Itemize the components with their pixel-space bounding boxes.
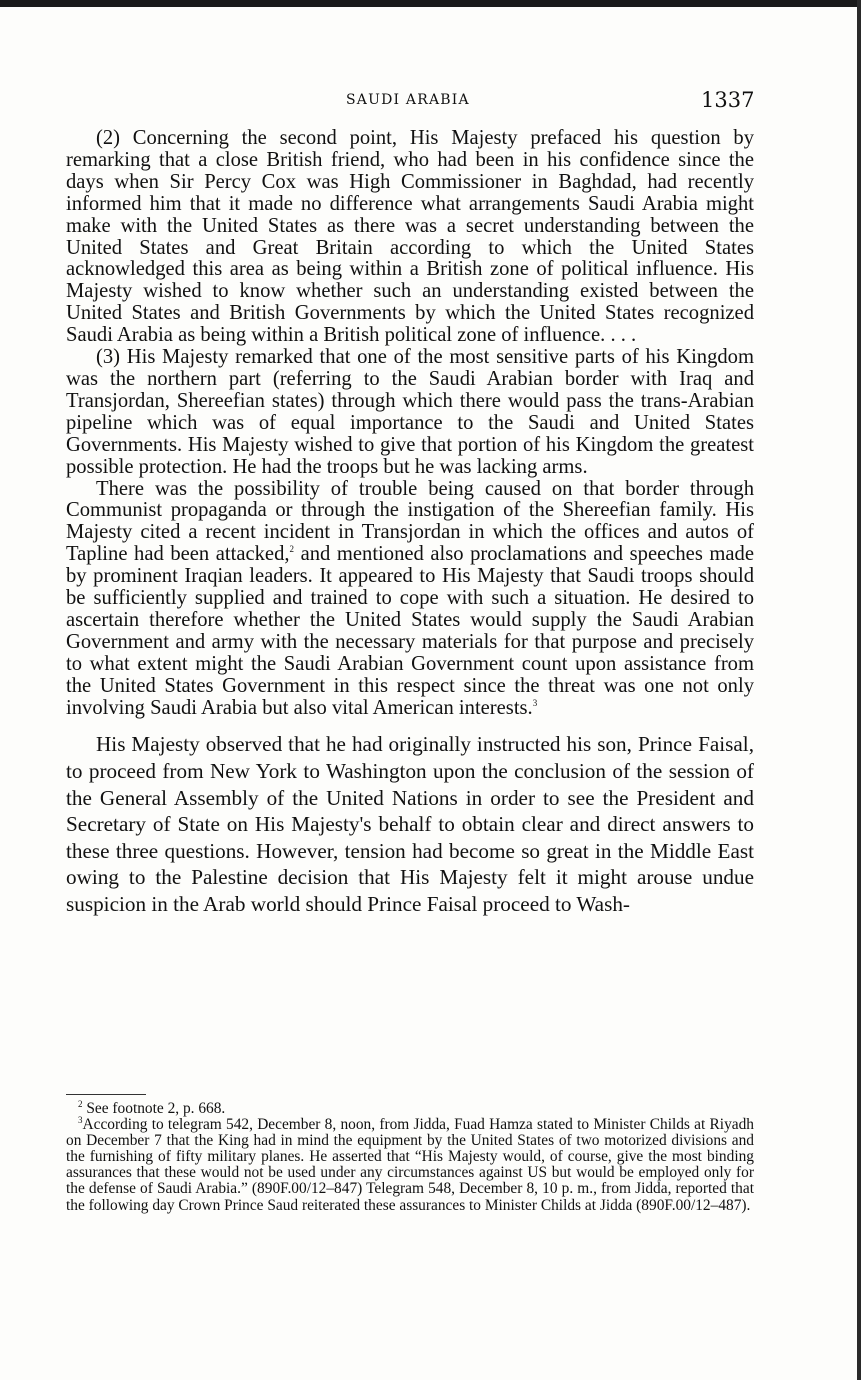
paragraph-text: and mentioned also proclamations and speeches made by prominent Iraqian leaders. It appeared to His Majesty that Saudi troops should be sufficiently supplied and trained to cope with such a situation. He desired to ascertain therefore whether the United States would supply the Saudi Arabian Government and army with the necessary materials for that purpose and precisely to what extent might the Saudi Arabian Government count upon assistance from the United States Government in this respect since the threat was one not only involving Saudi Arabia but also vital American interests. bbox=[66, 543, 754, 719]
paragraph-prince-faisal: His Majesty observed that he had originally instructed his son, Prince Faisal, to proceed from New York to Washington upon the conclusion of the session of the General Assembly of the United Nations in order to see the President and Secretary of State on His Majesty's behalf to obtain clear and direct answers to these three questions. However, tension had become so great in the Middle East owing to the Palestine decision that His Majesty felt it might arouse undue suspicion in the Arab world should Prince Faisal proceed to Wash- bbox=[66, 732, 754, 917]
paragraph-text: There was the possibility of trouble being caused on that border through Communist propaganda or through the instigation of the Shereefian family. His Majesty cited a recent incident in Transjordan in which the offices and autos of Tapline had been attacked, bbox=[66, 477, 754, 566]
scan-border-right bbox=[857, 0, 861, 1380]
footnote bbox=[66, 1098, 754, 1117]
scan-border-top bbox=[0, 0, 861, 7]
paragraph-point-3: (3) His Majesty remarked that one of the most sensitive parts of his Kingdom was the northern part (referring to the Saudi Arabian border with Iraq and Transjordan, Shereefian states) through which there would pass the trans-Arabian pipeline which was of equal importance to the Saudi and United States Governments. His Majesty wished to give that portion of his Kingdom the greatest possible protection. He had the troops but he was lacking arms. bbox=[66, 346, 754, 478]
paragraph-point-2: (2) Concerning the second point, His Majesty prefaced his question by remarking that a close British friend, who had been in his confidence since the days when Sir Percy Cox was High Commissioner in Baghdad, had recently informed him that it made no difference what arrangements Saudi Arabia might make with the United States as there was a secret understanding between the United States and Great Britain according to which the United States acknowledged this area as being within a British zone of political influence. His Majesty wished to know whether such an understanding existed between the United States and British Governments by which the United States recognized Saudi Arabia as being within a British political zone of influence. . . . bbox=[66, 127, 754, 347]
footnote bbox=[66, 1114, 754, 1214]
footnotes bbox=[66, 1098, 754, 1214]
footnote-text: See footnote 2, p. 668. bbox=[86, 1100, 226, 1117]
footnote-ref: 2 bbox=[289, 544, 295, 555]
footnote-ref: 3 bbox=[532, 697, 538, 708]
footnote-divider bbox=[66, 1094, 146, 1095]
body-text bbox=[66, 128, 754, 918]
paragraph-border-trouble bbox=[66, 479, 754, 720]
running-header: SAUDI ARABIA bbox=[346, 92, 470, 108]
page-number: 1337 bbox=[701, 88, 755, 112]
footnote-text: According to telegram 542, December 8, noon, from Jidda, Fuad Hamza stated to Minister Childs at Riyadh on December 7 that the King had in mind the equipment by the United States of two motorized divisions and the furnishing of fifty military planes. He asserted that “His Majesty would, of course, give the most binding assurances that these would not be used under any circumstances against US but would be employed only for the defense of Saudi Arabia.” (890F.00/12–847) Telegram 548, December 8, 10 p. m., from Jidda, reported that the following day Crown Prince Saud reiterated these assurances to Minister Childs at Jidda (890F.00/12–487). bbox=[66, 1116, 754, 1214]
footnote-marker: 3 bbox=[78, 1114, 83, 1125]
footnote-marker: 2 bbox=[78, 1098, 83, 1109]
